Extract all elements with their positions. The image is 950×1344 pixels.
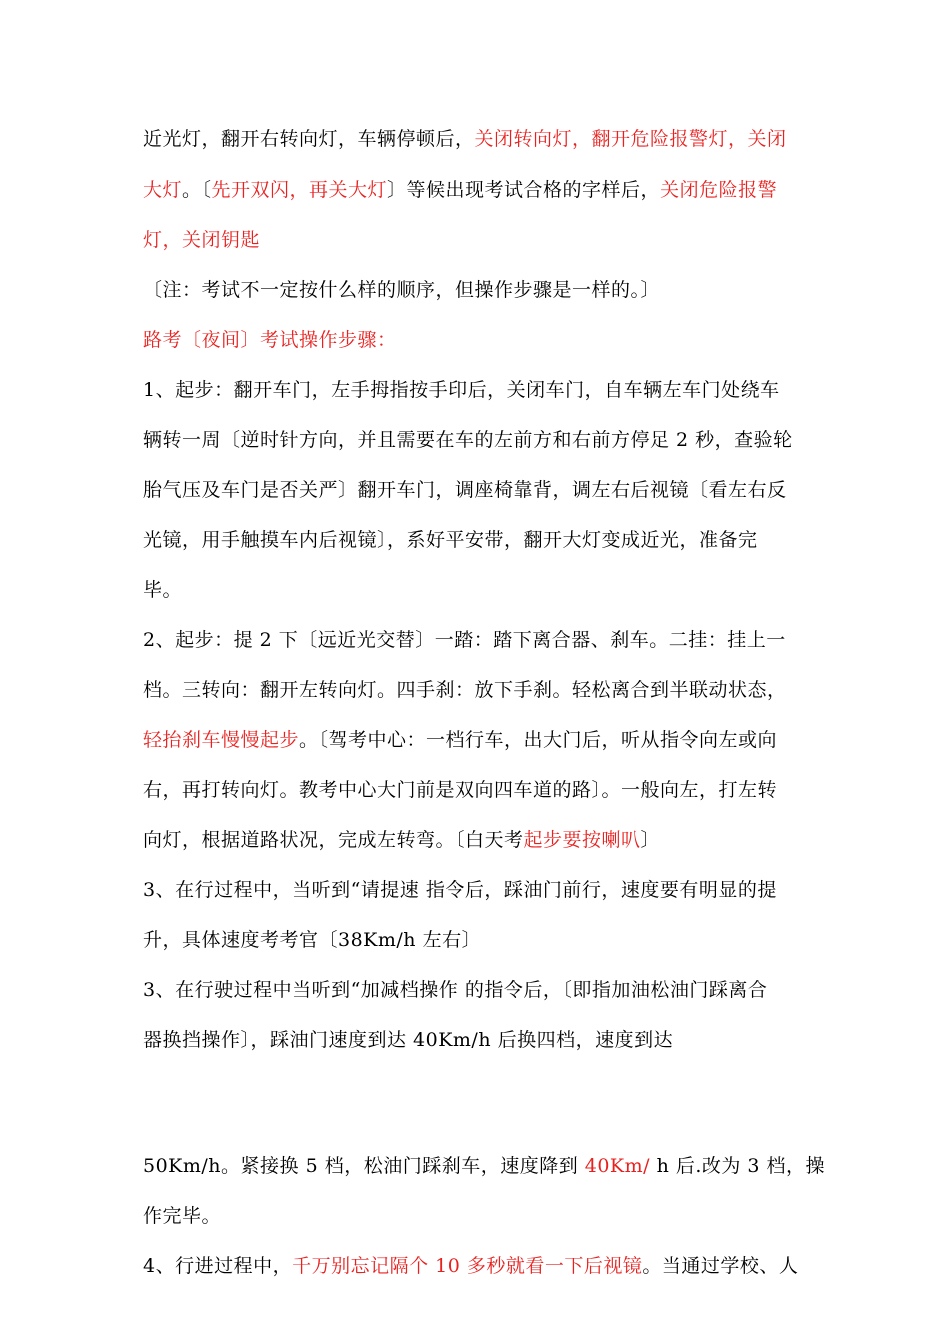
text-line [143,227,823,253]
text-line [143,977,823,1003]
body-text: 光镜，用手触摸车内后视镜〕，系好平安带，翻开大灯变成近光，准备完 [143,529,758,551]
text-line [143,577,823,603]
body-text: 器换挡操作〕，踩油门速度到达 40Km/h 后换四档，速度到达 [143,1029,674,1051]
body-text: 〕等候出现考试合格的字样后， [387,179,661,201]
body-text: 升，具体速度考考官〔38Km/h 左右〕 [143,929,482,951]
text-line [143,377,823,403]
text-line [143,877,823,903]
text-line [143,727,823,753]
body-text: 3、在行过程中，当听到“请提速 指令后，踩油门前行，速度要有明显的提 [143,879,777,901]
highlighted-text: 灯，关闭钥匙 [143,229,261,251]
highlighted-text: 轻抬刹车慢慢起步 [143,729,300,751]
highlighted-text: 关闭转向灯，翻开危险报警灯，关闭 [474,128,787,150]
body-text: 1、起步：翻开车门，左手拇指按手印后，关闭车门，自车辆左车门处绕车 [143,379,780,401]
text-line [143,777,823,803]
text-line [143,477,823,503]
body-text: 毕。 [143,579,183,601]
text-line [143,1203,823,1229]
text-line [143,827,823,853]
body-text: 作完毕。 [143,1205,222,1227]
body-text: 4、行进过程中， [143,1255,293,1277]
body-text: 档。三转向：翻开左转向灯。四手刹：放下手刹。轻松离合到半联动状态， [143,679,787,701]
body-text: 辆转一周〔逆时针方向，并且需要在车的左前方和右前方停足 2 秒，查验轮 [143,429,793,451]
body-text: 〔注：考试不一定按什么样的顺序，但操作步骤是一样的。〕 [143,279,661,301]
text-line [143,427,823,453]
body-text: 。〔 [182,179,212,201]
body-text: 胎气压及车门是否关严〕翻开车门，调座椅靠背，调左右后视镜〔看左右反 [143,479,787,501]
highlighted-text: 大灯 [143,179,183,201]
body-text: 向灯，根据道路状况，完成左转弯。〔白天考 [143,829,524,851]
highlighted-text: 关闭危险报警 [660,179,778,201]
highlighted-text: 40Km/ [584,1155,651,1177]
body-text: 3、在行驶过程中当听到“加减档操作 的指令后，〔即指加油松油门踩离合 [143,979,768,1001]
text-line [143,1253,823,1279]
highlighted-text: 先开双闪，再关大灯 [211,179,388,201]
text-line [143,1027,823,1053]
text-line [143,627,823,653]
text-line [143,126,823,152]
body-text: h 后.改为 3 档，操 [650,1155,826,1177]
highlighted-text: 千万别忘记隔个 10 多秒就看一下后视镜 [292,1255,643,1277]
text-line [143,527,823,553]
body-text: 50Km/h。紧接换 5 档，松油门踩刹车，速度降到 [143,1155,585,1177]
text-line [143,927,823,953]
body-text: 近光灯，翻开右转向灯，车辆停顿后， [143,128,475,150]
text-line [143,327,823,353]
body-text: 。〔驾考中心：一档行车，出大门后，听从指令向左或向 [299,729,778,751]
text-line [143,177,823,203]
text-line [143,277,823,303]
body-text: 〕 [640,829,661,851]
highlighted-text: 路考〔夜间〕考试操作步骤： [143,329,397,351]
text-line [143,677,823,703]
body-text: 。当通过学校、人 [642,1255,799,1277]
body-text: 右，再打转向灯。教考中心大门前是双向四车道的路〕。一般向左，打左转 [143,779,778,801]
highlighted-text: 起步要按喇叭 [523,829,641,851]
text-line [143,1153,826,1179]
body-text: 2、起步：提 2 下〔远近光交替〕一踏：踏下离合器、刹车。二挂：挂上一 [143,629,786,651]
